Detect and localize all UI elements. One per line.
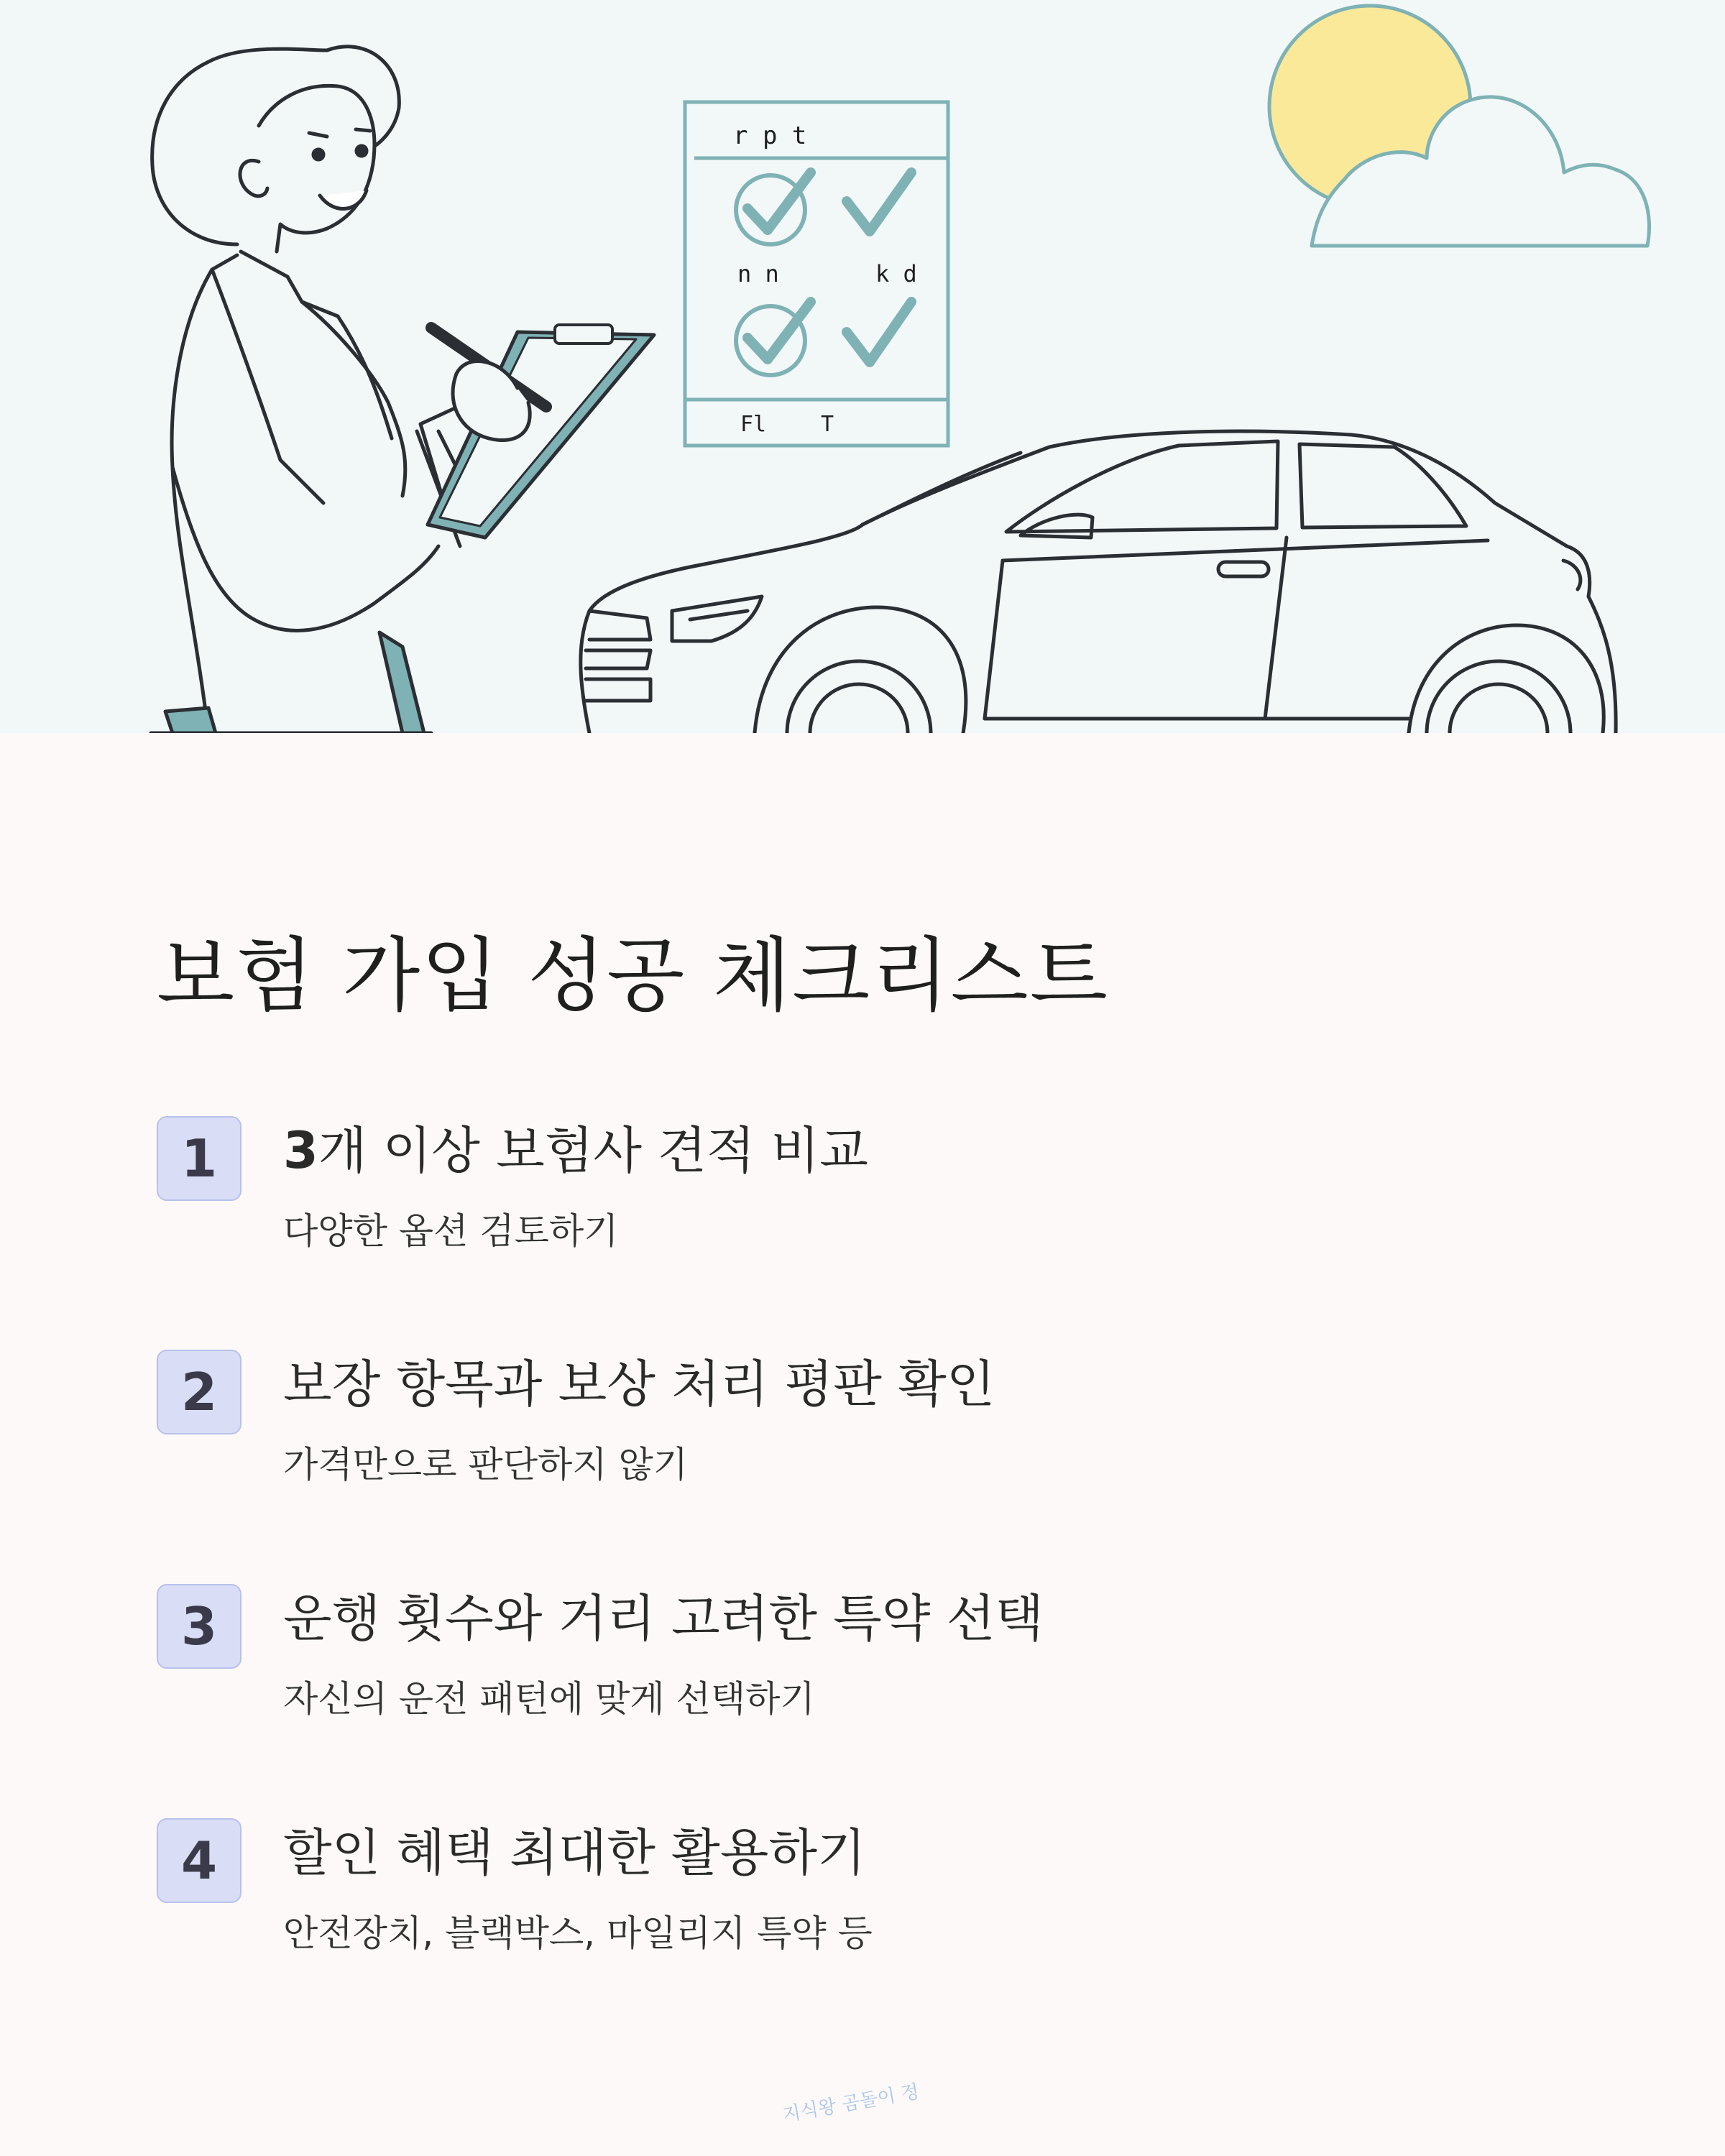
- checklist-item-title: [283, 1344, 995, 1416]
- checklist-item-title: [283, 1578, 1044, 1651]
- board-footer-left-text: Fl: [740, 412, 767, 437]
- checklist-item-description: 가격만으로 판단하지 않기: [283, 1444, 689, 1485]
- board-row-right-text: k d: [875, 260, 917, 287]
- step-number-badge: 2: [157, 1350, 242, 1434]
- checklist-item-title-rest: 할인 혜택 최대한 활용하기: [283, 1823, 866, 1882]
- step-number-badge: 4: [157, 1818, 242, 1903]
- checklist-item-title: [283, 1812, 866, 1885]
- checklist-item: [157, 1350, 1522, 1522]
- checklist-item-description: 안전장치, 블랙박스, 마일리지 특약 등: [283, 1912, 873, 1954]
- page-title: 보험 가입 성공 체크리스트: [157, 929, 1109, 1023]
- step-number-badge: 1: [157, 1116, 242, 1201]
- checklist-item: [157, 1116, 1522, 1289]
- checklist-item-description: 다양한 옵션 검토하기: [283, 1210, 619, 1252]
- hero-svg: [0, 0, 1725, 733]
- hero-illustration: [0, 0, 1725, 733]
- checklist-item: [157, 1584, 1522, 1756]
- checklist-item-title-rest: 보장 항목과 보상 처리 평판 확인: [283, 1355, 995, 1414]
- checklist-item-title-lead: 3: [283, 1121, 318, 1180]
- checklist-item-description: 자신의 운전 패턴에 맞게 선택하기: [283, 1678, 815, 1720]
- checklist-item: [157, 1818, 1522, 1991]
- clipboard-icon: [428, 325, 654, 538]
- checklist-item-title-rest: 운행 횟수와 거리 고려한 특약 선택: [283, 1589, 1044, 1648]
- car-icon: [581, 431, 1616, 733]
- inspector-person-icon: [151, 47, 489, 733]
- checklist-item-title: [283, 1110, 868, 1183]
- board-row-left-text: n n: [737, 260, 779, 287]
- watermark-text: 지식왕 곰돌이 정: [781, 2081, 921, 2127]
- checklist-board-icon: [685, 102, 948, 446]
- board-header-text: r p t: [733, 121, 807, 150]
- watermark-logo: [780, 2076, 952, 2133]
- checklist-item-title-rest: 개 이상 보험사 견적 비교: [318, 1121, 868, 1180]
- board-footer-right-text: T: [821, 412, 834, 437]
- step-number-badge: 3: [157, 1584, 242, 1669]
